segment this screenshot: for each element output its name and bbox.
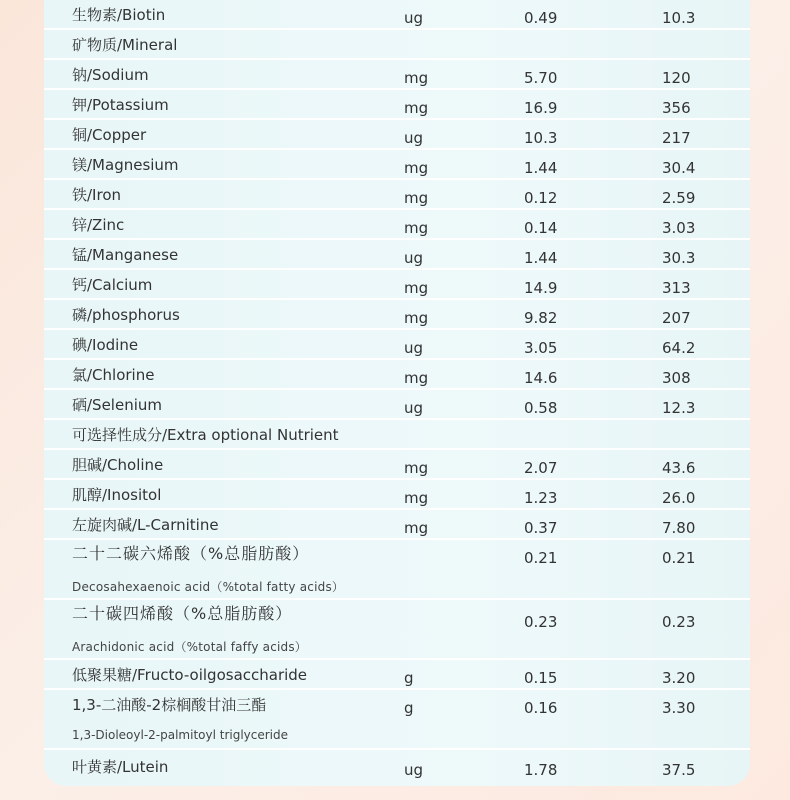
table-row — [44, 360, 750, 390]
value-per-100: 3.05 — [524, 339, 558, 357]
table-row — [44, 0, 750, 30]
value-per-100: 0.15 — [524, 669, 558, 687]
nutrient-name: 钙/Calcium — [72, 276, 153, 294]
unit: mg — [404, 519, 429, 537]
unit: mg — [404, 69, 429, 87]
unit: g — [404, 699, 414, 717]
value-per-100: 0.58 — [524, 399, 558, 417]
nutrient-name: 二十碳四烯酸（%总脂肪酸） — [72, 604, 293, 623]
nutrient-name: 叶黄素/Lutein — [72, 758, 169, 776]
nutrient-name: 肌醇/Inositol — [72, 486, 162, 504]
unit: mg — [404, 459, 429, 477]
nutrient-name: 钾/Potassium — [72, 96, 169, 114]
nutrient-english-name: 1,3-Dioleoyl-2-palmitoyl triglyceride — [72, 728, 289, 742]
value-per-100kcal: 217 — [662, 129, 691, 147]
table-row-ara — [44, 600, 750, 660]
table-row — [44, 90, 750, 120]
value-per-100: 0.21 — [524, 549, 558, 567]
unit: g — [404, 669, 414, 687]
table-row — [44, 480, 750, 510]
section-header-row — [44, 420, 750, 450]
value-per-100kcal: 356 — [662, 99, 691, 117]
nutrient-name: 生物素/Biotin — [72, 6, 166, 24]
unit: ug — [404, 761, 424, 779]
section-title: 可选择性成分/Extra optional Nutrient — [72, 426, 339, 444]
nutrient-name: 胆碱/Choline — [72, 456, 164, 474]
table-row — [44, 300, 750, 330]
nutrient-name: 1,3-二油酸-2棕榈酸甘油三酯 — [72, 696, 267, 714]
nutrient-name: 左旋肉碱/L-Carnitine — [72, 516, 219, 534]
nutrient-name: 硒/Selenium — [72, 396, 162, 414]
value-per-100: 1.44 — [524, 159, 558, 177]
value-per-100: 0.49 — [524, 9, 558, 27]
nutrient-name: 锌/Zinc — [72, 216, 125, 234]
unit: mg — [404, 189, 429, 207]
table-row — [44, 150, 750, 180]
unit: mg — [404, 219, 429, 237]
value-per-100kcal: 30.4 — [662, 159, 696, 177]
table-row — [44, 60, 750, 90]
table-row — [44, 180, 750, 210]
value-per-100: 10.3 — [524, 129, 558, 147]
table-row-fos — [44, 660, 750, 690]
value-per-100kcal: 207 — [662, 309, 691, 327]
table-row-opo — [44, 690, 750, 750]
nutrient-name: 锰/Manganese — [72, 246, 179, 264]
value-per-100kcal: 3.20 — [662, 669, 696, 687]
nutrient-name: 低聚果糖/Fructo-oilgosaccharide — [72, 666, 308, 684]
value-per-100: 1.44 — [524, 249, 558, 267]
table-row — [44, 240, 750, 270]
value-per-100: 9.82 — [524, 309, 558, 327]
value-per-100kcal: 120 — [662, 69, 691, 87]
table-row — [44, 450, 750, 480]
value-per-100kcal: 26.0 — [662, 489, 696, 507]
table-row — [44, 120, 750, 150]
nutrient-name: 钠/Sodium — [72, 66, 149, 84]
nutrient-name: 碘/Iodine — [72, 336, 139, 354]
value-per-100kcal: 2.59 — [662, 189, 696, 207]
value-per-100: 14.9 — [524, 279, 558, 297]
nutrient-english-name: Decosahexaenoic acid（%total fatty acids） — [72, 580, 345, 594]
unit: mg — [404, 99, 429, 117]
nutrient-english-name: Arachidonic acid（%total faffy acids） — [72, 640, 307, 654]
table-row — [44, 210, 750, 240]
unit: mg — [404, 279, 429, 297]
unit: ug — [404, 399, 424, 417]
value-per-100kcal: 308 — [662, 369, 691, 387]
value-per-100kcal: 3.30 — [662, 699, 696, 717]
value-per-100: 0.14 — [524, 219, 558, 237]
value-per-100kcal: 0.21 — [662, 549, 696, 567]
value-per-100kcal: 3.03 — [662, 219, 696, 237]
value-per-100: 5.70 — [524, 69, 558, 87]
table-row — [44, 390, 750, 420]
value-per-100: 0.37 — [524, 519, 558, 537]
unit: ug — [404, 249, 424, 267]
value-per-100: 16.9 — [524, 99, 558, 117]
value-per-100kcal: 7.80 — [662, 519, 696, 537]
value-per-100: 14.6 — [524, 369, 558, 387]
section-header-row — [44, 30, 750, 60]
table-row — [44, 510, 750, 540]
unit: ug — [404, 9, 424, 27]
table-row — [44, 270, 750, 300]
nutrition-table — [44, 0, 750, 786]
value-per-100kcal: 37.5 — [662, 761, 696, 779]
unit: mg — [404, 489, 429, 507]
value-per-100: 1.78 — [524, 761, 558, 779]
nutrient-name: 镁/Magnesium — [72, 156, 179, 174]
unit: mg — [404, 309, 429, 327]
unit: ug — [404, 129, 424, 147]
value-per-100: 0.23 — [524, 613, 558, 631]
value-per-100kcal: 30.3 — [662, 249, 696, 267]
value-per-100: 1.23 — [524, 489, 558, 507]
value-per-100kcal: 0.23 — [662, 613, 696, 631]
value-per-100kcal: 12.3 — [662, 399, 696, 417]
value-per-100kcal: 43.6 — [662, 459, 696, 477]
unit: mg — [404, 159, 429, 177]
value-per-100: 0.16 — [524, 699, 558, 717]
nutrient-name: 氯/Chlorine — [72, 366, 155, 384]
nutrient-name: 铜/Copper — [72, 126, 147, 144]
value-per-100: 2.07 — [524, 459, 558, 477]
value-per-100kcal: 313 — [662, 279, 691, 297]
nutrient-name: 铁/Iron — [72, 186, 121, 204]
unit: mg — [404, 369, 429, 387]
value-per-100kcal: 64.2 — [662, 339, 696, 357]
table-row — [44, 330, 750, 360]
section-title: 矿物质/Mineral — [72, 36, 178, 54]
unit: ug — [404, 339, 424, 357]
nutrient-name: 磷/phosphorus — [72, 306, 180, 324]
value-per-100kcal: 10.3 — [662, 9, 696, 27]
table-row-dha — [44, 540, 750, 600]
value-per-100: 0.12 — [524, 189, 558, 207]
nutrient-name: 二十二碳六烯酸（%总脂肪酸） — [72, 544, 310, 563]
table-row-lutein — [44, 750, 750, 786]
